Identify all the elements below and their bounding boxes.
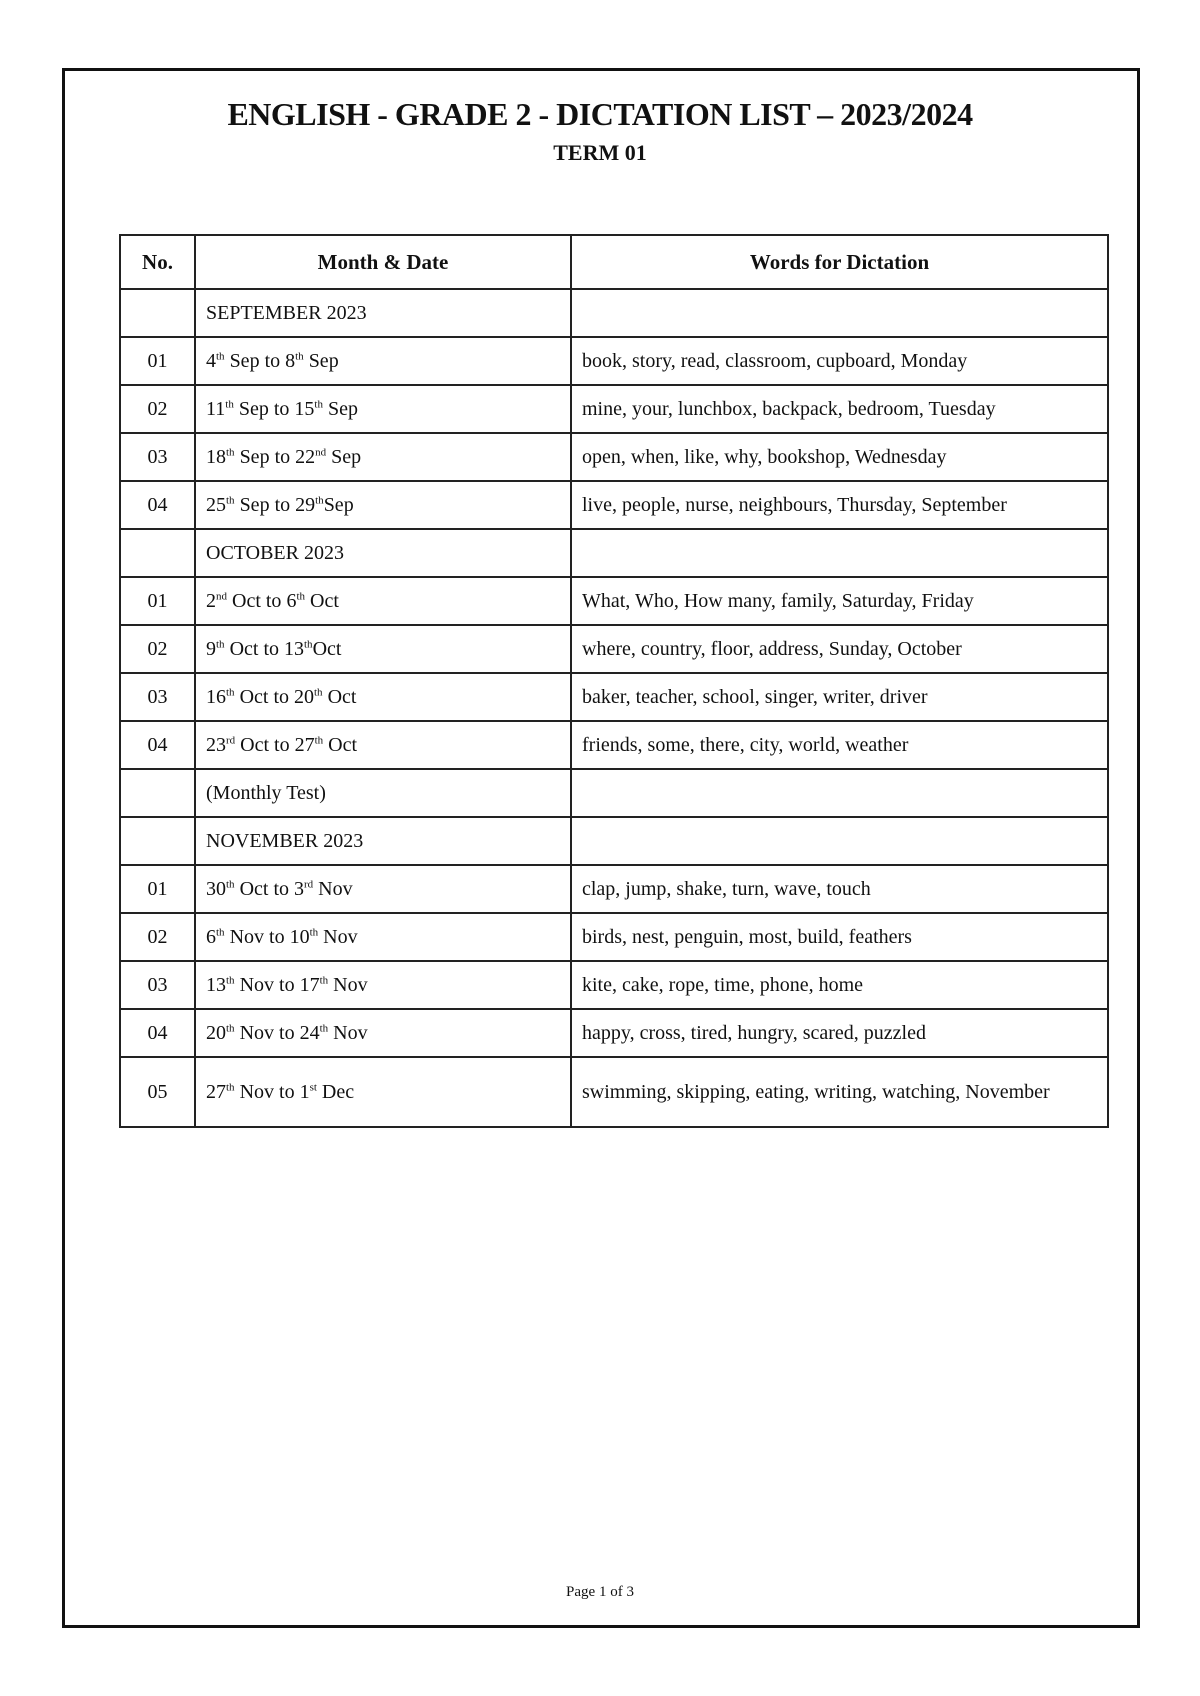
row-number: 03 xyxy=(120,433,195,481)
header-words: Words for Dictation xyxy=(571,235,1108,289)
start-month-text: Sep to xyxy=(234,445,296,468)
end-day-suffix: th xyxy=(296,589,305,602)
start-month-text: Nov to xyxy=(234,973,300,996)
header-no: No. xyxy=(120,235,195,289)
table-row xyxy=(120,577,1108,625)
start-day: 2 xyxy=(206,589,216,612)
dictation-words: open, when, like, why, bookshop, Wednesday xyxy=(571,433,1108,481)
start-day: 18 xyxy=(206,445,226,468)
start-month-text: Oct to xyxy=(224,637,284,660)
table-row xyxy=(120,1009,1108,1057)
table-row xyxy=(120,865,1108,913)
row-number: 03 xyxy=(120,961,195,1009)
date-range xyxy=(195,673,571,721)
row-number: 01 xyxy=(120,337,195,385)
table-row xyxy=(120,721,1108,769)
start-day-suffix: th xyxy=(226,445,235,458)
start-month-text: Sep to xyxy=(224,349,286,372)
end-day: 17 xyxy=(299,973,320,996)
start-day: 9 xyxy=(206,637,216,660)
end-day: 24 xyxy=(299,1021,320,1044)
end-day-suffix: th xyxy=(315,493,324,506)
table-header-row xyxy=(120,235,1108,289)
start-month-text: Oct to xyxy=(235,733,295,756)
dictation-words: friends, some, there, city, world, weather xyxy=(571,721,1108,769)
date-range xyxy=(195,481,571,529)
end-month-text: Nov xyxy=(328,973,368,996)
month-label: (Monthly Test) xyxy=(195,769,571,817)
start-day: 20 xyxy=(206,1021,226,1044)
end-day-suffix: rd xyxy=(304,877,314,890)
row-number: 04 xyxy=(120,721,195,769)
start-month-text: Nov to xyxy=(234,1021,300,1044)
table-row xyxy=(120,481,1108,529)
table-row xyxy=(120,385,1108,433)
row-number: 03 xyxy=(120,673,195,721)
start-day: 11 xyxy=(206,397,226,420)
start-month-text: Nov to xyxy=(234,1080,300,1103)
dictation-words: baker, teacher, school, singer, writer, driver xyxy=(571,673,1108,721)
start-day-suffix: th xyxy=(226,685,235,698)
start-day: 16 xyxy=(206,685,226,708)
end-day-suffix: th xyxy=(319,1021,329,1034)
start-day-suffix: th xyxy=(226,1021,235,1034)
start-day: 6 xyxy=(206,925,216,948)
date-range xyxy=(195,1009,571,1057)
dictation-words: where, country, floor, address, Sunday, October xyxy=(571,625,1108,673)
start-month-text: Sep to xyxy=(233,397,295,420)
end-day: 15 xyxy=(294,397,315,420)
words-cell xyxy=(571,769,1108,817)
row-number: 02 xyxy=(120,625,195,673)
words-cell xyxy=(571,289,1108,337)
start-day-suffix: th xyxy=(226,973,235,986)
row-number: 04 xyxy=(120,1009,195,1057)
start-day-suffix: nd xyxy=(216,589,227,602)
dictation-words: birds, nest, penguin, most, build, feathers xyxy=(571,913,1108,961)
dictation-words: What, Who, How many, family, Saturday, Friday xyxy=(571,577,1108,625)
end-month-text: Oct xyxy=(312,637,342,660)
end-day-suffix: th xyxy=(295,349,304,362)
header-month-date: Month & Date xyxy=(195,235,571,289)
start-month-text: Oct to xyxy=(234,685,294,708)
end-month-text: Nov xyxy=(328,1021,368,1044)
end-month-text: Oct xyxy=(323,733,358,756)
end-day: 10 xyxy=(289,925,310,948)
end-month-text: Sep xyxy=(323,493,354,516)
start-day-suffix: rd xyxy=(226,733,236,746)
row-number: 01 xyxy=(120,577,195,625)
table-row xyxy=(120,673,1108,721)
date-range xyxy=(195,337,571,385)
start-day-suffix: th xyxy=(216,637,225,650)
month-label: OCTOBER 2023 xyxy=(195,529,571,577)
row-number: 02 xyxy=(120,385,195,433)
dictation-words: mine, your, lunchbox, backpack, bedroom, Tuesday xyxy=(571,385,1108,433)
start-month-text: Sep to xyxy=(234,493,296,516)
end-day-suffix: th xyxy=(314,685,323,698)
start-day: 13 xyxy=(206,973,226,996)
month-label: SEPTEMBER 2023 xyxy=(195,289,571,337)
date-range xyxy=(195,865,571,913)
no-cell xyxy=(120,289,195,337)
end-day-suffix: nd xyxy=(315,445,327,458)
start-day: 27 xyxy=(206,1080,226,1103)
date-range xyxy=(195,385,571,433)
end-month-text: Nov xyxy=(313,877,353,900)
end-month-text: Nov xyxy=(318,925,358,948)
end-day: 3 xyxy=(294,877,304,900)
start-month-text: Oct to xyxy=(234,877,294,900)
date-range xyxy=(195,913,571,961)
date-range xyxy=(195,1057,571,1127)
end-day: 8 xyxy=(285,349,296,372)
end-day: 27 xyxy=(294,733,315,756)
start-month-text: Oct to xyxy=(227,589,287,612)
start-day-suffix: th xyxy=(226,1080,235,1093)
month-header-row xyxy=(120,289,1108,337)
end-month-text: Dec xyxy=(316,1080,355,1103)
end-day: 1 xyxy=(299,1080,310,1103)
date-range xyxy=(195,577,571,625)
document-title: ENGLISH - GRADE 2 - DICTATION LIST – 2023/2024 xyxy=(227,96,973,132)
start-day: 23 xyxy=(206,733,226,756)
start-day-suffix: th xyxy=(216,349,225,362)
start-day-suffix: th xyxy=(226,493,235,506)
no-cell xyxy=(120,769,195,817)
start-day-suffix: th xyxy=(226,877,235,890)
date-range xyxy=(195,721,571,769)
end-day-suffix: th xyxy=(309,925,319,938)
term-label: TERM 01 xyxy=(553,140,647,165)
table-row xyxy=(120,433,1108,481)
end-day: 22 xyxy=(295,445,316,468)
end-month-text: Sep xyxy=(322,397,358,420)
end-month-text: Oct xyxy=(305,589,339,612)
date-range xyxy=(195,961,571,1009)
start-day-suffix: th xyxy=(216,925,225,938)
end-day-suffix: th xyxy=(304,637,313,650)
month-header-row xyxy=(120,529,1108,577)
date-range xyxy=(195,625,571,673)
dictation-words: book, story, read, classroom, cupboard, Monday xyxy=(571,337,1108,385)
start-day: 4 xyxy=(206,349,216,372)
month-label: NOVEMBER 2023 xyxy=(195,817,571,865)
row-number: 01 xyxy=(120,865,195,913)
no-cell xyxy=(120,529,195,577)
table-row xyxy=(120,625,1108,673)
row-number: 02 xyxy=(120,913,195,961)
words-cell xyxy=(571,529,1108,577)
end-day: 6 xyxy=(286,589,297,612)
row-number: 04 xyxy=(120,481,195,529)
date-range xyxy=(195,433,571,481)
no-cell xyxy=(120,817,195,865)
start-day: 30 xyxy=(206,877,226,900)
table-row xyxy=(120,337,1108,385)
start-day-suffix: th xyxy=(225,397,234,410)
words-cell xyxy=(571,817,1108,865)
end-day-suffix: th xyxy=(319,973,329,986)
dictation-table xyxy=(119,234,1109,1128)
month-header-row xyxy=(120,769,1108,817)
month-header-row xyxy=(120,817,1108,865)
dictation-words: kite, cake, rope, time, phone, home xyxy=(571,961,1108,1009)
table-row xyxy=(120,961,1108,1009)
end-month-text: Oct xyxy=(322,685,357,708)
row-number: 05 xyxy=(120,1057,195,1127)
end-day: 13 xyxy=(284,637,304,660)
end-day-suffix: th xyxy=(314,733,324,746)
end-day: 29 xyxy=(295,493,316,516)
end-month-text: Sep xyxy=(303,349,339,372)
end-month-text: Sep xyxy=(326,445,362,468)
page-number: Page 1 of 3 xyxy=(566,1584,634,1600)
start-month-text: Nov to xyxy=(224,925,290,948)
table-row xyxy=(120,913,1108,961)
table-row xyxy=(120,1057,1108,1127)
end-day-suffix: th xyxy=(314,397,323,410)
dictation-words: happy, cross, tired, hungry, scared, puzzled xyxy=(571,1009,1108,1057)
start-day: 25 xyxy=(206,493,226,516)
dictation-words: swimming, skipping, eating, writing, watching, November xyxy=(571,1057,1108,1127)
dictation-words: clap, jump, shake, turn, wave, touch xyxy=(571,865,1108,913)
end-day-suffix: st xyxy=(309,1080,317,1093)
end-day: 20 xyxy=(294,685,314,708)
dictation-words: live, people, nurse, neighbours, Thursday, September xyxy=(571,481,1108,529)
